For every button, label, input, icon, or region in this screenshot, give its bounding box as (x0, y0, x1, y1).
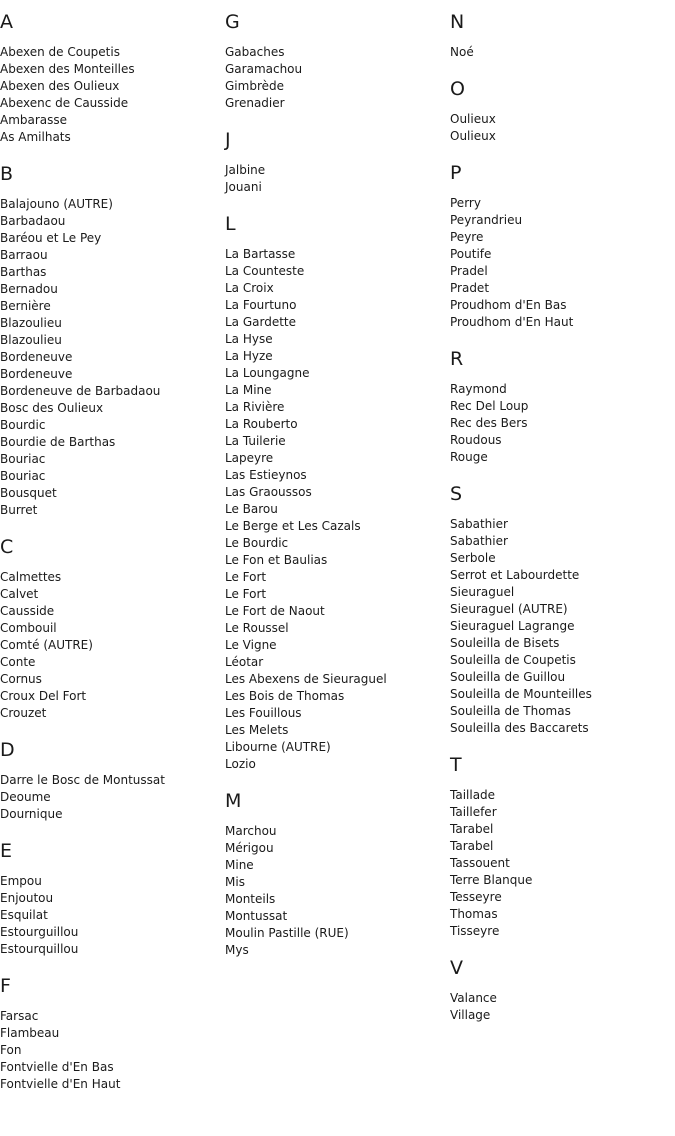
place-entry[interactable]: Souleilla de Guillou (450, 670, 566, 684)
entry-list (450, 516, 670, 737)
place-entry[interactable]: Gimbrède (225, 79, 284, 93)
group-spacer (450, 466, 670, 482)
entry-list (0, 873, 220, 958)
entry-list (0, 569, 220, 722)
place-entry[interactable]: La Gardette (225, 315, 297, 329)
letter-heading: N (450, 11, 465, 33)
place-entry[interactable]: Taillefer (450, 805, 497, 819)
place-entry[interactable]: La Loungagne (225, 366, 310, 380)
group-spacer (225, 196, 445, 212)
place-entry[interactable]: Estourguillou (0, 925, 79, 939)
place-entry[interactable]: Les Bois de Thomas (225, 689, 345, 703)
index-column-3 (450, 10, 670, 1024)
entry-list (0, 196, 220, 519)
group-spacer (450, 940, 670, 956)
letter-heading: F (0, 975, 11, 997)
place-entry[interactable]: Terre Blanque (450, 873, 533, 887)
place-entry[interactable]: Balajouno (AUTRE) (0, 197, 113, 211)
letter-heading: T (450, 754, 462, 776)
place-entry[interactable]: Monteils (225, 892, 276, 906)
letter-heading: S (450, 483, 463, 505)
place-entry[interactable]: Jalbine (225, 163, 266, 177)
place-entry[interactable]: Proudhom d'En Bas (450, 298, 567, 312)
place-entry[interactable]: La Bartasse (225, 247, 296, 261)
place-entry[interactable]: La Tuilerie (225, 434, 286, 448)
letter-group-l (225, 212, 445, 773)
place-entry[interactable]: Burret (0, 503, 38, 517)
place-entry[interactable]: Abexen des Oulieux (0, 79, 120, 93)
place-entry[interactable]: Baréou et Le Pey (0, 231, 102, 245)
place-entry[interactable]: Dournique (0, 807, 63, 821)
letter-group-m (225, 789, 445, 959)
place-entry[interactable]: Bernadou (0, 282, 58, 296)
place-entry[interactable]: La Hyze (225, 349, 273, 363)
entry-list (450, 44, 670, 61)
place-entry[interactable]: Ambarasse (0, 113, 68, 127)
letter-group-g (225, 10, 445, 112)
place-entry[interactable]: La Hyse (225, 332, 273, 346)
group-spacer (450, 331, 670, 347)
letter-group-a (0, 10, 220, 146)
place-entry[interactable]: Abexen des Monteilles (0, 62, 135, 76)
place-entry[interactable]: Noé (450, 45, 474, 59)
group-spacer (0, 958, 220, 974)
place-entry[interactable]: Souleilla de Coupetis (450, 653, 576, 667)
group-spacer (225, 112, 445, 128)
letter-heading: O (450, 78, 465, 100)
place-entry[interactable]: Estourquillou (0, 942, 79, 956)
index-column-1 (0, 10, 220, 1093)
place-entry[interactable]: Fontvielle d'En Haut (0, 1077, 121, 1091)
place-entry[interactable]: Croux Del Fort (0, 689, 87, 703)
place-entry[interactable]: Bordeneuve de Barbadaou (0, 384, 161, 398)
group-spacer (0, 519, 220, 535)
place-entry[interactable]: Le Fon et Baulias (225, 553, 328, 567)
letter-heading: E (0, 840, 13, 862)
place-entry[interactable]: Tisseyre (450, 924, 500, 938)
place-entry[interactable]: Blazoulieu (0, 333, 62, 347)
place-entry[interactable]: Bernière (0, 299, 51, 313)
place-entry[interactable]: Mérigou (225, 841, 274, 855)
place-entry[interactable]: Lapeyre (225, 451, 274, 465)
letter-heading: V (450, 957, 463, 979)
place-entry[interactable]: Farsac (0, 1009, 39, 1023)
place-entry[interactable]: Les Abexens de Sieuraguel (225, 672, 387, 686)
place-entry[interactable]: Tarabel (450, 839, 494, 853)
place-entry[interactable]: Barbadaou (0, 214, 66, 228)
place-entry[interactable]: Rec Del Loup (450, 399, 529, 413)
place-entry[interactable]: Le Barou (225, 502, 278, 516)
place-entry[interactable]: Flambeau (0, 1026, 60, 1040)
entry-list (450, 195, 670, 331)
place-entry[interactable]: La Rivière (225, 400, 285, 414)
letter-heading: A (0, 11, 13, 33)
letter-heading: M (225, 790, 242, 812)
group-spacer (450, 145, 670, 161)
letter-heading: R (450, 348, 464, 370)
group-spacer (450, 61, 670, 77)
place-entry[interactable]: Combouil (0, 621, 57, 635)
place-entry[interactable]: Le Fort (225, 570, 267, 584)
place-entry[interactable]: Léotar (225, 655, 264, 669)
place-entry[interactable]: Bourdic (0, 418, 46, 432)
place-entry[interactable]: Souleilla de Thomas (450, 704, 571, 718)
place-entry[interactable]: Crouzet (0, 706, 47, 720)
place-entry[interactable]: Oulieux (450, 129, 496, 143)
place-entry[interactable]: Bouriac (0, 452, 46, 466)
place-entry[interactable]: Libourne (AUTRE) (225, 740, 331, 754)
place-entry[interactable]: Barraou (0, 248, 48, 262)
place-entry[interactable]: Calmettes (0, 570, 62, 584)
letter-group-f (0, 974, 220, 1093)
place-entry[interactable]: Bourdie de Barthas (0, 435, 116, 449)
place-entry[interactable]: Le Fort de Naout (225, 604, 325, 618)
place-entry[interactable]: Cornus (0, 672, 42, 686)
place-entry[interactable]: Enjoutou (0, 891, 54, 905)
place-entry[interactable]: Rouge (450, 450, 488, 464)
place-entry[interactable]: Grenadier (225, 96, 285, 110)
group-spacer (0, 823, 220, 839)
letter-heading: P (450, 162, 462, 184)
letter-group-s (450, 482, 670, 737)
place-entry[interactable]: Barthas (0, 265, 47, 279)
index-column-2 (225, 10, 445, 959)
place-entry[interactable]: Sieuraguel Lagrange (450, 619, 575, 633)
place-entry[interactable]: Le Fort (225, 587, 267, 601)
place-entry[interactable]: Roudous (450, 433, 502, 447)
place-entry[interactable]: Village (450, 1008, 491, 1022)
place-entry[interactable]: Sieuraguel (450, 585, 515, 599)
place-entry[interactable]: Souleilla des Baccarets (450, 721, 589, 735)
letter-heading: D (0, 739, 15, 761)
place-entry[interactable]: Sabathier (450, 534, 508, 548)
letter-heading: G (225, 11, 240, 33)
place-entry[interactable]: Las Graoussos (225, 485, 312, 499)
entry-list (450, 787, 670, 940)
place-entry[interactable]: Marchou (225, 824, 277, 838)
place-entry[interactable]: Rec des Bers (450, 416, 528, 430)
place-entry[interactable]: Tesseyre (450, 890, 502, 904)
entry-list (0, 772, 220, 823)
place-entry[interactable]: Fontvielle d'En Bas (0, 1060, 114, 1074)
place-entry[interactable]: Les Melets (225, 723, 289, 737)
place-entry[interactable]: Serrot et Labourdette (450, 568, 580, 582)
place-entry[interactable]: Garamachou (225, 62, 303, 76)
letter-group-n (450, 10, 670, 61)
place-entry[interactable]: Oulieux (450, 112, 496, 126)
place-entry[interactable]: Fon (0, 1043, 22, 1057)
place-entry[interactable]: Pradet (450, 281, 490, 295)
place-entry[interactable]: Bosc des Oulieux (0, 401, 104, 415)
entry-list (225, 162, 445, 196)
place-entry[interactable]: Sabathier (450, 517, 508, 531)
place-entry[interactable]: Empou (0, 874, 42, 888)
place-entry[interactable]: Mis (225, 875, 245, 889)
place-entry[interactable]: Le Roussel (225, 621, 289, 635)
place-entry[interactable]: Causside (0, 604, 55, 618)
entry-list (450, 111, 670, 145)
entry-list (225, 823, 445, 959)
place-entry[interactable]: Mine (225, 858, 254, 872)
place-entry[interactable]: La Croix (225, 281, 274, 295)
place-entry[interactable]: Pradel (450, 264, 488, 278)
group-spacer (0, 146, 220, 162)
place-entry[interactable]: Bordeneuve (0, 367, 73, 381)
place-entry[interactable]: As Amilhats (0, 130, 71, 144)
place-entry[interactable]: Souleilla de Mounteilles (450, 687, 592, 701)
entry-list (225, 246, 445, 773)
entry-list (0, 1008, 220, 1093)
place-entry[interactable]: Peyrandrieu (450, 213, 523, 227)
place-entry[interactable]: Mys (225, 943, 249, 957)
place-entry[interactable]: Tarabel (450, 822, 494, 836)
place-entry[interactable]: La Counteste (225, 264, 305, 278)
letter-group-e (0, 839, 220, 958)
place-entry[interactable]: Bouriac (0, 469, 46, 483)
group-spacer (0, 722, 220, 738)
place-entry[interactable]: Bousquet (0, 486, 57, 500)
place-entry[interactable]: Las Estieynos (225, 468, 307, 482)
place-entry[interactable]: Jouani (225, 180, 262, 194)
letter-group-c (0, 535, 220, 722)
entry-list (450, 381, 670, 466)
letter-heading: C (0, 536, 14, 558)
letter-group-j (225, 128, 445, 196)
place-entry[interactable]: Le Bourdic (225, 536, 289, 550)
letter-group-b (0, 162, 220, 519)
place-entry[interactable]: Deoume (0, 790, 51, 804)
place-entry[interactable]: La Rouberto (225, 417, 298, 431)
place-entry[interactable]: Serbole (450, 551, 496, 565)
group-spacer (450, 737, 670, 753)
letter-group-d (0, 738, 220, 823)
entry-list (450, 990, 670, 1024)
place-entry[interactable]: La Mine (225, 383, 272, 397)
place-entry[interactable]: Valance (450, 991, 497, 1005)
place-entry[interactable]: Perry (450, 196, 481, 210)
place-entry[interactable]: Poutife (450, 247, 492, 261)
entry-list (225, 44, 445, 112)
place-entry[interactable]: Esquilat (0, 908, 48, 922)
place-entry[interactable]: Abexenc de Causside (0, 96, 129, 110)
place-entry[interactable]: Blazoulieu (0, 316, 62, 330)
place-entry[interactable]: Darre le Bosc de Montussat (0, 773, 165, 787)
place-entry[interactable]: Tassouent (450, 856, 510, 870)
place-entry[interactable]: Thomas (450, 907, 498, 921)
letter-group-r (450, 347, 670, 466)
place-entry[interactable]: Peyre (450, 230, 484, 244)
place-entry[interactable]: Proudhom d'En Haut (450, 315, 574, 329)
place-entry[interactable]: Conte (0, 655, 36, 669)
letter-group-o (450, 77, 670, 145)
place-entry[interactable]: Souleilla de Bisets (450, 636, 560, 650)
letter-heading: L (225, 213, 236, 235)
place-entry[interactable]: Le Vigne (225, 638, 277, 652)
place-entry[interactable]: Moulin Pastille (RUE) (225, 926, 349, 940)
place-entry[interactable]: Montussat (225, 909, 288, 923)
place-entry[interactable]: Gabaches (225, 45, 285, 59)
place-entry[interactable]: Sieuraguel (AUTRE) (450, 602, 568, 616)
letter-group-p (450, 161, 670, 331)
place-entry[interactable]: Comté (AUTRE) (0, 638, 93, 652)
place-entry[interactable]: Les Fouillous (225, 706, 302, 720)
place-entry[interactable]: Le Berge et Les Cazals (225, 519, 361, 533)
place-entry[interactable]: Bordeneuve (0, 350, 73, 364)
place-entry[interactable]: Abexen de Coupetis (0, 45, 120, 59)
group-spacer (225, 773, 445, 789)
letter-heading: B (0, 163, 14, 185)
entry-list (0, 44, 220, 146)
letter-group-v (450, 956, 670, 1024)
place-entry[interactable]: Lozio (225, 757, 256, 771)
place-entry[interactable]: Raymond (450, 382, 507, 396)
place-entry[interactable]: Calvet (0, 587, 39, 601)
place-entry[interactable]: La Fourtuno (225, 298, 297, 312)
place-entry[interactable]: Taillade (450, 788, 496, 802)
letter-heading: J (225, 129, 231, 151)
letter-group-t (450, 753, 670, 940)
